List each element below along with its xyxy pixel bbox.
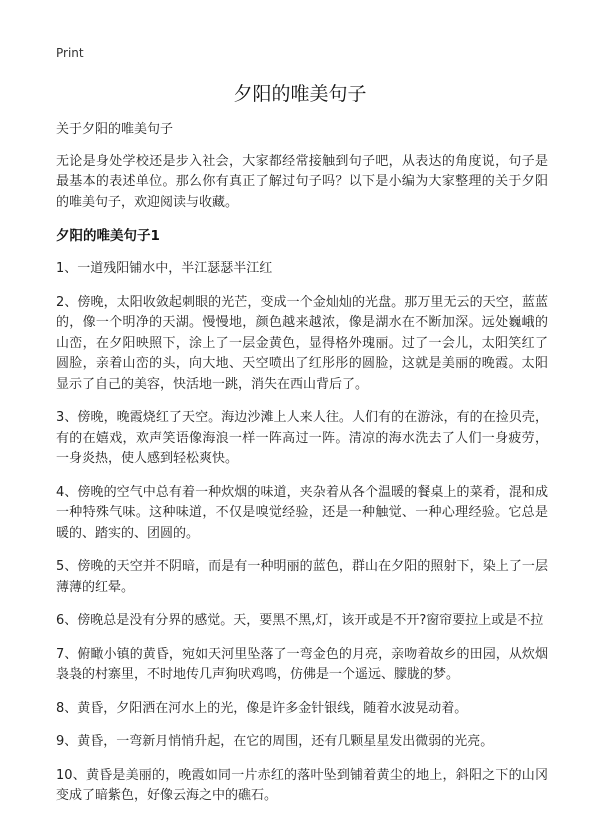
intro-paragraph: 无论是身处学校还是步入社会，大家都经常接触到句子吧，从表达的角度说，句子是最基本的表述单位。那么你有真正了解过句子吗？以下是小编为大家整理的关于夕阳的唯美句子，欢迎阅读与收藏。 [56, 153, 548, 210]
print-link[interactable]: Print [56, 46, 84, 60]
article-body [56, 120, 548, 820]
list-item: 1、一道残阳铺水中，半江瑟瑟半江红 [56, 261, 273, 276]
list-item: 10、黄昏是美丽的，晚霞如同一片赤红的落叶坠到铺着黄尘的地上，斜阳之下的山冈变成了暗紫色，好像云海之中的礁石。 [56, 767, 548, 803]
list-item: 9、黄昏，一弯新月悄悄升起，在它的周围，还有几颗星星发出微弱的光亮。 [56, 734, 494, 749]
list-item: 2、傍晚，太阳收敛起刺眼的光芒，变成一个金灿灿的光盘。那万里无云的天空，蓝蓝的，像一个明净的天湖。慢慢地，颜色越来越浓，像是湖水在不断加深。远处巍峨的山峦，在夕阳映照下，涂上了一层金黄色，显得格外瑰丽。过了一会儿，太阳笑红了圆脸，亲着山峦的头，向大地、天空喷出了红彤彤的圆脸，这就是美丽的晚霞。太阳显示了自己的美容，快活地一跳，消失在西山背后了。 [56, 294, 548, 392]
page-title: 夕阳的唯美句子 [233, 83, 367, 105]
list-item: 6、傍晚总是没有分界的感觉。天，要黑不黑,灯，该开或是不开?窗帘要拉上或是不拉 [56, 613, 544, 628]
list-item: 7、俯瞰小镇的黄昏，宛如天河里坠落了一弯金色的月亮，亲吻着故乡的田园，从炊烟袅袅的村寨里，不时地传几声狗吠鸡鸣，仿佛是一个遥远、朦胧的梦。 [56, 646, 548, 682]
list-item: 4、傍晚的空气中总有着一种炊烟的味道，夹杂着从各个温暖的餐桌上的菜肴，混和成一种特殊气味。这种味道，不仅是嗅觉经验，还是一种触觉、一种心理经验。它总是暖的、踏实的、团圆的。 [56, 484, 548, 541]
article-subtitle: 关于夕阳的唯美句子 [56, 122, 174, 137]
list-item: 8、黄昏，夕阳洒在河水上的光，像是许多金针银线，随着水波晃动着。 [56, 700, 468, 716]
list-item: 5、傍晚的天空并不阴暗，而是有一种明丽的蓝色，群山在夕阳的照射下，染上了一层薄薄的红晕。 [56, 559, 548, 595]
section-heading: 夕阳的唯美句子1 [56, 228, 160, 244]
list-item: 3、傍晚，晚霞烧红了天空。海边沙滩上人来人往。人们有的在游泳，有的在捡贝壳，有的在嬉戏，欢声笑语像海浪一样一阵高过一阵。清凉的海水洗去了人们一身疲劳，一身炎热，使人感到轻松爽快。 [56, 410, 548, 466]
